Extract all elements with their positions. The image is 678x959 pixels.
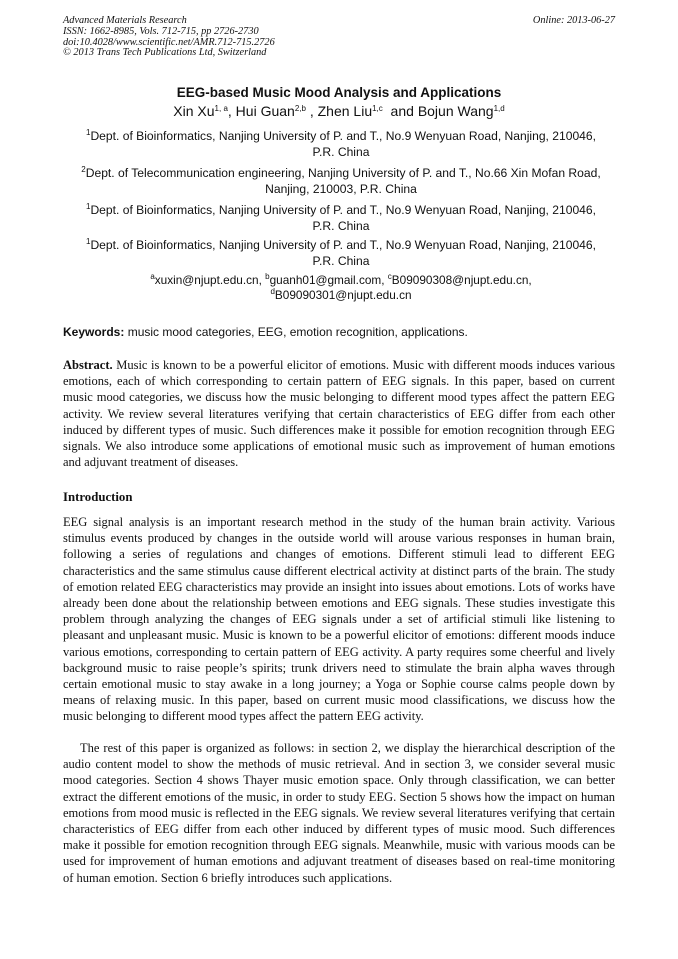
journal-header	[63, 16, 615, 59]
online-date: Online: 2013-06-27	[532, 15, 615, 26]
affiliation-sup: 1	[86, 202, 91, 211]
affiliation-line: Dept. of Telecommunication engineering, Nanjing University of P. and T., No.66 Xin Mofan Road,	[85, 166, 601, 180]
affiliation-line: Dept. of Bioinformatics, Nanjing University of P. and T., No.9 Wenyuan Road, Nanjing, 210046,	[90, 238, 596, 252]
introduction-paragraph-2: The rest of this paper is organized as follows: in section 2, we display the hierarchical description of the audio content model to show the methods of music retrieval. And in section 3, we consider several music mood categories. Section 4 shows Thayer music emotion space. Only through classification, we can better extract the different emotions of the music, in order to study EEG. Section 5 shows how the impact on human emotions from mood music is reflected in the EEG signals. We review several literatures verifying that certain characteristics of EEG differ from each other induced by different types of music mood. Such differences make it possible for emotion recognition through EEG signals. Meanwhile, music with various moods can be used for improvement of human emotions and adjuvant treatment of diseases based on real-time monitoring of human emotion. Section 6 briefly introduces such applications.	[63, 741, 615, 885]
affiliation-line: P.R. China	[312, 254, 370, 268]
author-name: Bojun Wang	[417, 103, 494, 119]
affiliation	[66, 165, 616, 197]
author-separator: and	[382, 103, 418, 119]
email-sup: a	[150, 272, 155, 281]
journal-name: Advanced Materials Research	[63, 15, 187, 26]
email-address: B09090308@njupt.edu.cn	[391, 273, 529, 287]
author-list	[40, 103, 638, 119]
abstract-text: Music is known to be a powerful elicitor of emotions. Music with different moods induces various emotions, each of which corresponding to certain pattern of EEG signals. In this paper, based on current music mood categories, we discuss how the music belonging to different mood types affect the pattern EEG activity. We review several literatures verifying that certain characteristics of EEG differ from each other induced by different types of music. Such differences make it possible for emotion recognition through EEG signals. We also introduce some applications of emotional music such as improvement of human emotions and adjuvant treatment of diseases.	[63, 358, 615, 470]
affiliation-line: P.R. China	[312, 145, 370, 159]
affiliation	[66, 128, 616, 160]
email-sup: b	[265, 272, 270, 281]
email-list: $^a$xuxin@njupt.edu.cn, $^b$guanh01@gmail.com, $^c$B09090308@njupt.edu.cn, $^d$B09090301@njupt.edu.cn	[150, 272, 532, 302]
author-separator: ,	[305, 103, 318, 119]
email-address: B09090301@njupt.edu.cn	[274, 287, 412, 302]
doi-line: doi:10.4028/www.scientific.net/AMR.712-715.2726	[63, 36, 275, 48]
author-name: Xin Xu	[173, 103, 215, 119]
affiliation-sup: 1	[86, 128, 91, 137]
affiliation	[66, 202, 616, 234]
author-sup: 2,b	[294, 104, 306, 113]
keywords-text: music mood categories, EEG, emotion recognition, applications.	[124, 325, 468, 339]
copyright-line: © 2013 Trans Tech Publications Ltd, Switzerland	[63, 47, 267, 59]
affiliation-sup: 1	[86, 237, 91, 246]
affiliation-sup: 2	[81, 165, 86, 174]
affiliation-line: Dept. of Bioinformatics, Nanjing University of P. and T., No.9 Wenyuan Road, Nanjing, 210046,	[90, 129, 596, 143]
keywords-label: Keywords:	[63, 325, 125, 339]
email-sup: c	[387, 272, 392, 281]
section-heading: Introduction	[63, 490, 133, 504]
affiliation	[66, 237, 616, 269]
author-name: Hui Guan	[235, 103, 295, 119]
introduction-paragraph-1: EEG signal analysis is an important research method in the study of the human brain activity. Various stimulus events produced by changes in the outside world will arouse various responses in human brain, following a series of regulations and changes of emotions. Different stimuli lead to different EEG characteristics and the same stimulus cause different electrical activity at distinct parts of the brain. The study of emotion related EEG characteristics may provide an insight into issues about emotions. Lots of works have already been done about the relationship between emotions and EEG signals. These studies investigate this problem through analyzing the changes of EEG signals under a set of artificial stimuli like listening to pleasant and unpleasant music. Music is known to be a powerful elicitor of emotions: different moods induce various emotions, corresponding to certain pattern of EEG activity. A party requires some cheerful and lively background music to raise people’s spirits; trunk drivers need to stimulate the brain alpha waves through certain emotional music to stay awake in a long journey; a Yoga or Sophie course calms people down by means of relaxing music. In this paper, based on current music mood classifications, we discuss how the music belonging to different mood types affect the pattern EEG activity.	[63, 515, 615, 724]
author-sup: 1,d	[493, 104, 505, 113]
issn-line: ISSN: 1662-8985, Vols. 712-715, pp 2726-2730	[63, 25, 259, 37]
abstract	[63, 357, 615, 470]
abstract-label: Abstract.	[63, 358, 113, 372]
affiliation-line: P.R. China	[312, 219, 370, 233]
author-separator: ,	[227, 103, 236, 119]
email-address: guanh01@gmail.com	[269, 273, 382, 287]
author-sup: 1, a	[214, 104, 228, 113]
affiliation-line: Dept. of Bioinformatics, Nanjing University of P. and T., No.9 Wenyuan Road, Nanjing, 210046,	[90, 203, 596, 217]
email-address: xuxin@njupt.edu.cn	[154, 273, 259, 287]
email-sup: d	[270, 286, 275, 296]
keywords	[63, 325, 615, 339]
author-name: Zhen Liu	[317, 103, 373, 119]
affiliation-line: Nanjing, 210003, P.R. China	[265, 182, 417, 196]
author-sup: 1,c	[372, 104, 383, 113]
paper-title: EEG-based Music Mood Analysis and Applications	[176, 85, 502, 100]
